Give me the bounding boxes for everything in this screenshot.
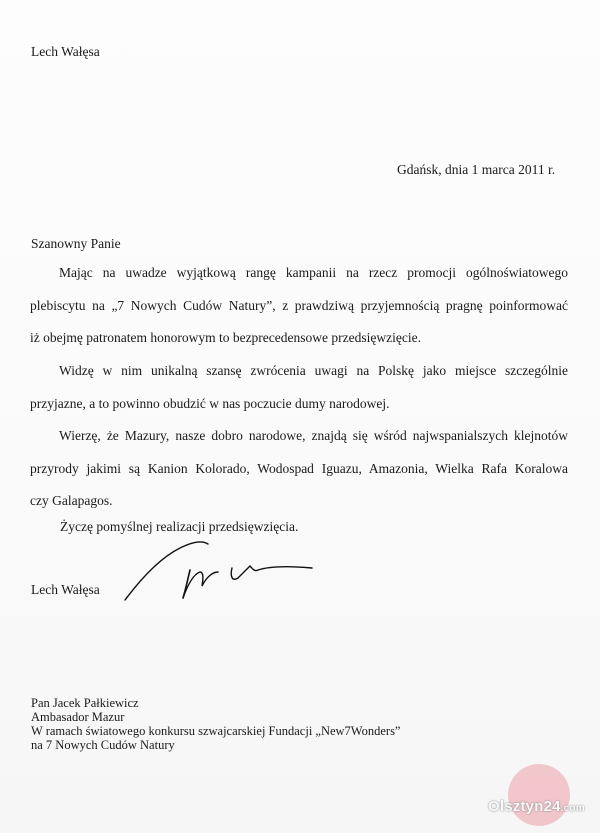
paragraph-1-line: iż obejmę patronatem honorowym to bezprecedensowe przedsięwzięcie. — [30, 330, 421, 345]
watermark-circle — [508, 764, 570, 826]
paragraph-1-line: plebiscytu na „7 Nowych Cudów Natury”, z prawdziwą przyjemnością pragnę poinformować — [30, 297, 568, 313]
watermark-text — [488, 798, 585, 815]
closing-line: Życzę pomyślnej realizacji przedsięwzięcia. — [60, 519, 299, 534]
watermark-name: Olsztyn24 — [488, 798, 561, 815]
paragraph-2 — [30, 355, 568, 420]
recipient-context-line-1: W ramach światowego konkursu szwajcarskiej Fundacji „New7Wonders” — [31, 724, 401, 738]
paragraph-2-line: Widzę w nim unikalną szansę zwrócenia uwagi na Polskę jako miejsce szczególnie — [59, 363, 568, 378]
paragraph-1-line: Mając na uwadze wyjątkową rangę kampanii na rzecz promocji ogólnoświatowego — [59, 265, 568, 280]
paragraph-1 — [30, 257, 568, 355]
paragraph-3-line: Wierzę, że Mazury, nasze dobro narodowe, znajdą się wśród najwspanialszych klejnotów — [59, 428, 568, 443]
paragraph-3 — [30, 420, 568, 518]
recipient-context-line-2: na 7 Nowych Cudów Natury — [31, 738, 175, 752]
paragraph-2-line: przyjazne, a to powinno obudzić w nas poczucie dumy narodowej. — [30, 395, 390, 411]
recipient-role: Ambasador Mazur — [31, 710, 125, 724]
place-date: Gdańsk, dnia 1 marca 2011 r. — [397, 162, 556, 177]
paragraph-3-line: czy Galapagos. — [30, 493, 113, 508]
signer-name: Lech Wałęsa — [31, 582, 100, 597]
handwritten-signature — [120, 522, 320, 612]
site-watermark — [488, 762, 598, 830]
paragraph-3-line: przyrody jakimi są Kanion Kolorado, Wodospad Iguazu, Amazonia, Wielka Rafa Koralowa — [30, 460, 568, 476]
recipient-name: Pan Jacek Pałkiewicz — [31, 696, 139, 710]
sender-header: Lech Wałęsa — [31, 44, 100, 59]
watermark-suffix: .com — [560, 803, 585, 814]
salutation: Szanowny Panie — [31, 236, 121, 251]
